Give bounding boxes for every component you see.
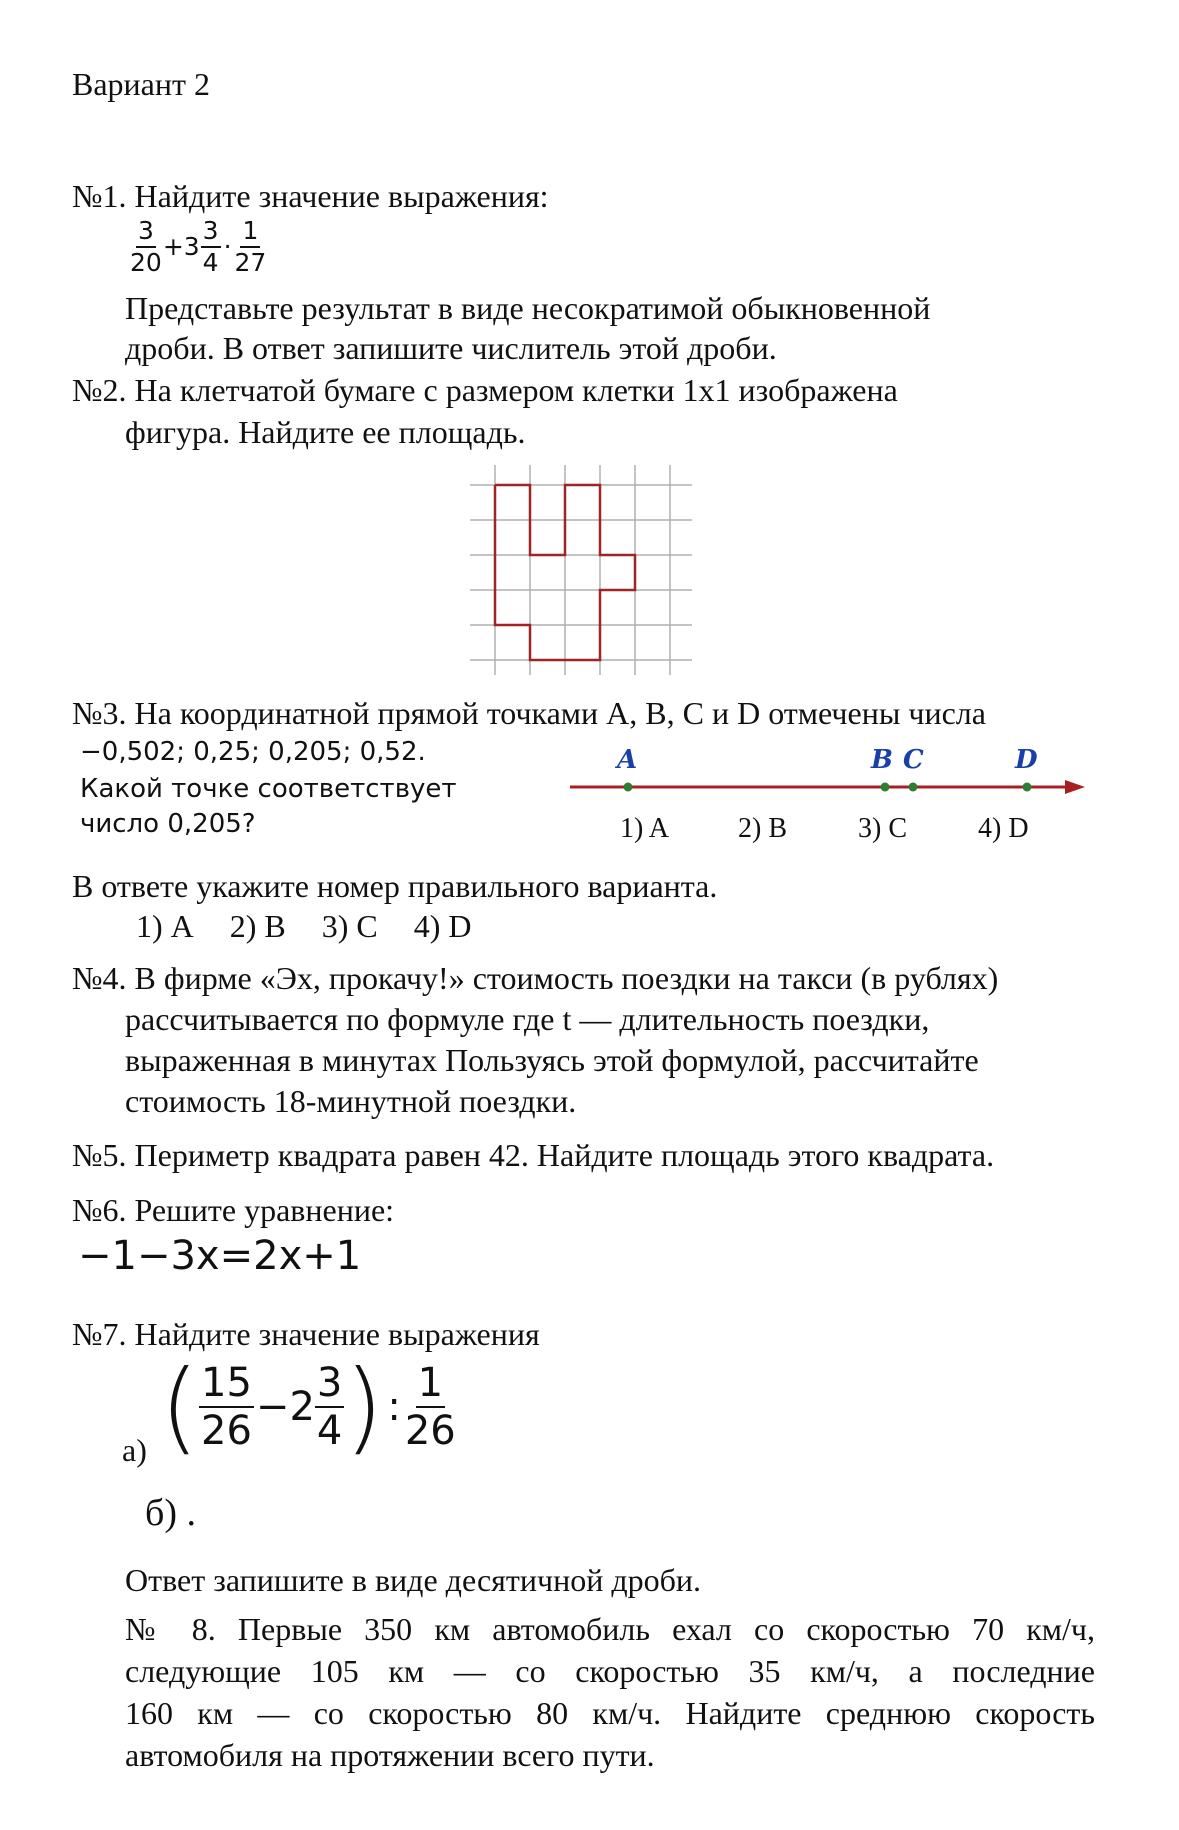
- task7-b-label: б) .: [145, 1492, 196, 1534]
- point-b: [881, 783, 890, 792]
- task8-line2: следующие 105 км — со скоростью 35 км/ч, а последние: [125, 1653, 1095, 1689]
- task8-text: [125, 1608, 1095, 1776]
- fraction-numerator: 15: [201, 1360, 252, 1406]
- fraction-denominator: 27: [234, 248, 267, 277]
- left-paren: (: [160, 1348, 200, 1465]
- minus-mixed: −2: [255, 1384, 315, 1430]
- point-c-label: C: [903, 745, 924, 775]
- fraction-numerator: 3: [201, 216, 221, 248]
- task1-expression: [130, 216, 266, 278]
- task1-note-line1: Представьте результат в виде несократимой обыкновенной: [125, 290, 931, 326]
- task2-line2: фигура. Найдите ее площадь.: [125, 414, 526, 450]
- option-4: 4) D: [413, 908, 472, 944]
- fraction-denominator: 4: [202, 248, 219, 277]
- point-d-label: D: [1015, 745, 1038, 775]
- plus-sign: +3: [162, 232, 200, 261]
- task2-line1: №2. На клетчатой бумаге с размером клетки 1x1 изображена: [72, 372, 898, 408]
- right-paren: ): [344, 1348, 384, 1465]
- fraction-denominator: 26: [201, 1408, 252, 1454]
- inline-option-3: 3) C: [858, 813, 907, 844]
- task3-question-line1: Какой точке соответствует: [80, 774, 457, 804]
- task1-fraction-2: [201, 216, 221, 278]
- task8-line3: 160 км — со скоростью 80 км/ч. Найдите среднюю скорость: [125, 1695, 1095, 1731]
- task1-note-line2: дроби. В ответ запишите числитель этой дроби.: [125, 330, 777, 366]
- task3-numbers: −0,502; 0,25; 0,205; 0,52.: [80, 737, 426, 767]
- fraction-numerator: 1: [417, 1360, 444, 1406]
- axis-arrow-icon: [1065, 780, 1085, 794]
- task4-line2: рассчитывается по формуле где t — длительность поездки,: [125, 1001, 930, 1037]
- fraction-numerator: 3: [316, 1360, 343, 1406]
- task4-line3: выраженная в минутах Пользуясь этой формулой, рассчитайте: [125, 1042, 979, 1078]
- multiply-dot: ·: [223, 232, 232, 261]
- number-line: [565, 742, 1095, 802]
- fraction-numerator: 3: [136, 216, 156, 248]
- fraction-denominator: 4: [316, 1408, 343, 1454]
- task3-instruction: В ответе укажите номер правильного варианта.: [72, 868, 718, 904]
- task7-fraction-1: [199, 1360, 254, 1454]
- task4-line4: стоимость 18-минутной поездки.: [125, 1083, 577, 1119]
- option-1: 1) А: [136, 908, 194, 944]
- point-b-label: B: [871, 745, 893, 775]
- task1-fraction-1: [130, 216, 162, 278]
- task6-title: №6. Решите уравнение:: [72, 1192, 395, 1228]
- fraction-numerator: 1: [240, 216, 260, 248]
- inline-option-1: 1) A: [620, 813, 669, 844]
- option-3: 3) С: [321, 908, 378, 944]
- task3-options: [136, 906, 472, 946]
- task3-question-line2: число 0,205?: [80, 809, 256, 839]
- task7-fraction-2: [315, 1360, 344, 1454]
- task3-title: №3. На координатной прямой точками A, B, C и D отмечены числа: [72, 695, 986, 731]
- task7-fraction-3: [405, 1360, 456, 1454]
- point-a-label: A: [617, 745, 638, 775]
- point-d: [1023, 783, 1032, 792]
- task1-fraction-3: [235, 216, 267, 278]
- task7-note: Ответ запишите в виде десятичной дроби.: [125, 1562, 701, 1598]
- point-a: [624, 783, 633, 792]
- option-2: 2) В: [229, 908, 286, 944]
- task5-text: №5. Периметр квадрата равен 42. Найдите площадь этого квадрата.: [72, 1137, 995, 1173]
- task7-expression: [160, 1348, 456, 1465]
- fraction-denominator: 26: [404, 1408, 456, 1454]
- task6-equation: −1−3x=2x+1: [78, 1233, 362, 1279]
- variant-title: Вариант 2: [72, 66, 210, 102]
- task7-title: №7. Найдите значение выражения: [72, 1316, 540, 1352]
- task8-line4: автомобиля на протяжении всего пути.: [125, 1737, 655, 1773]
- grid-lines: [470, 465, 692, 675]
- point-c: [909, 783, 918, 792]
- inline-option-2: 2) B: [738, 813, 787, 844]
- grid-figure: [470, 460, 700, 680]
- inline-option-4: 4) D: [978, 813, 1029, 844]
- division-colon: :: [387, 1384, 401, 1430]
- task8-line1: № 8. Первые 350 км автомобиль ехал со скоростью 70 км/ч,: [125, 1611, 1095, 1647]
- task1-title: №1. Найдите значение выражения:: [72, 178, 549, 214]
- task4-line1: №4. В фирме «Эх, прокачу!» стоимость поездки на такси (в рублях): [72, 960, 999, 996]
- task7-a-label: а): [122, 1432, 147, 1468]
- fraction-denominator: 20: [130, 248, 162, 277]
